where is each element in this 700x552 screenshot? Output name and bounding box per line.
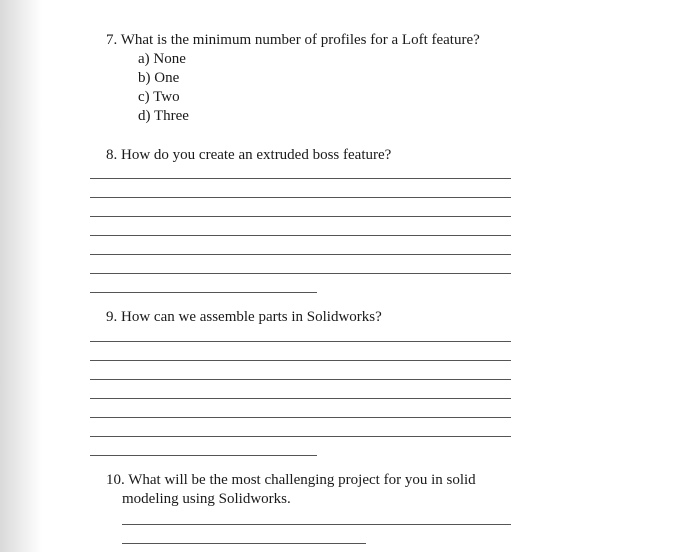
question-8-text: 8. How do you create an extruded boss feature? [106, 147, 392, 163]
q7-option-a: a) None [138, 51, 186, 67]
answer-line [90, 254, 511, 255]
question-10-text-line2: modeling using Solidworks. [122, 491, 291, 507]
question-9-text: 9. How can we assemble parts in Solidworks? [106, 309, 382, 325]
answer-line [90, 379, 511, 380]
answer-line-short [90, 292, 317, 293]
answer-line [90, 197, 511, 198]
answer-line [90, 341, 511, 342]
answer-line [90, 216, 511, 217]
question-10-text-line1: 10. What will be the most challenging project for you in solid [106, 472, 476, 488]
answer-line [90, 178, 511, 179]
answer-line [90, 273, 511, 274]
q7-option-b: b) One [138, 70, 180, 86]
answer-line [122, 524, 511, 525]
question-7-text: 7. What is the minimum number of profiles for a Loft feature? [106, 32, 480, 48]
answer-line [90, 398, 511, 399]
answer-line-short [122, 543, 366, 544]
answer-line [90, 436, 511, 437]
answer-line [90, 417, 511, 418]
answer-line-short [90, 455, 317, 456]
q7-option-c: c) Two [138, 89, 180, 105]
q7-option-d: d) Three [138, 108, 189, 124]
answer-line [90, 235, 511, 236]
answer-line [90, 360, 511, 361]
